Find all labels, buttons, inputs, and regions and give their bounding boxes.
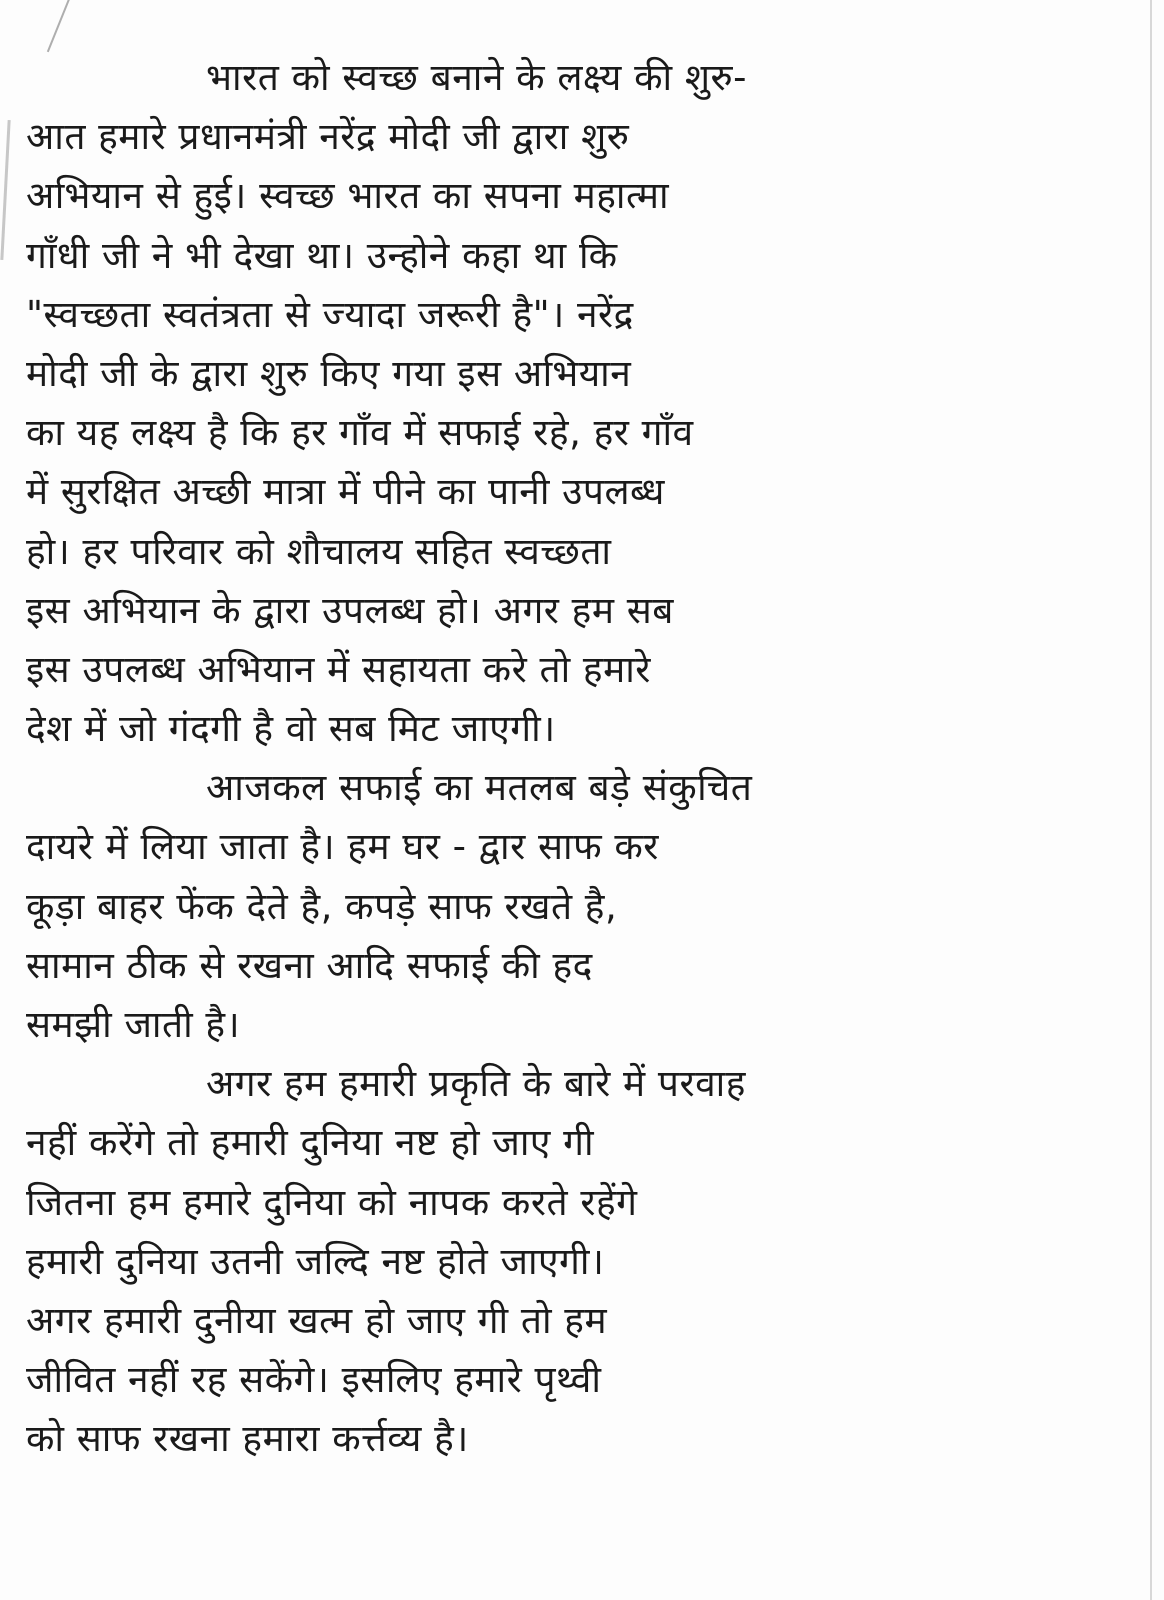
text-line: सामान ठीक से रखना आदि सफाई की हद bbox=[26, 943, 593, 987]
text-line: देश में जो गंदगी है वो सब मिट जाएगी। bbox=[26, 707, 556, 751]
text-line: में सुरक्षित अच्छी मात्रा में पीने का पानी उपलब्ध bbox=[26, 470, 665, 514]
text-line: इस उपलब्ध अभियान में सहायता करे तो हमारे bbox=[26, 647, 651, 691]
text-line: दायरे में लिया जाता है। हम घर - द्वार साफ कर bbox=[26, 825, 659, 869]
text-line: मोदी जी के द्वारा शुरु किए गया इस अभियान bbox=[26, 351, 632, 395]
text-line: इस अभियान के द्वारा उपलब्ध हो। अगर हम सब bbox=[26, 588, 674, 632]
text-line: भारत को स्वच्छ बनाने के लक्ष्य की शुरु- bbox=[206, 56, 748, 99]
text-line: कूड़ा बाहर फेंक देते है, कपड़े साफ रखते है, bbox=[26, 884, 618, 928]
text-line: आत हमारे प्रधानमंत्री नरेंद्र मोदी जी द्वारा शुरु bbox=[26, 115, 630, 159]
text-line: नहीं करेंगे तो हमारी दुनिया नष्ट हो जाए गी bbox=[26, 1121, 595, 1165]
scan-margin-streak bbox=[0, 120, 10, 260]
paragraph-3 bbox=[26, 1054, 1126, 1468]
text-line: अगर हमारी दुनीया खत्म हो जाए गी तो हम bbox=[26, 1298, 608, 1342]
text-line: जीवित नहीं रह सकेंगे। इसलिए हमारे पृथ्वी bbox=[26, 1358, 602, 1402]
text-line: का यह लक्ष्य है कि हर गाँव में सफाई रहे, हर गाँव bbox=[26, 411, 694, 455]
text-line: अभियान से हुई। स्वच्छ भारत का सपना महात्मा bbox=[26, 174, 670, 218]
text-line: गाँधी जी ने भी देखा था। उन्होने कहा था कि bbox=[26, 233, 618, 277]
essay-text bbox=[26, 48, 1126, 1469]
text-line: अगर हम हमारी प्रकृति के बारे में परवाह bbox=[206, 1062, 746, 1106]
text-line: समझी जाती है। bbox=[26, 1003, 241, 1046]
text-line: हमारी दुनिया उतनी जल्दि नष्ट होते जाएगी। bbox=[26, 1239, 605, 1283]
text-line: को साफ रखना हमारा कर्त्तव्य है। bbox=[26, 1417, 469, 1461]
page-right-edge bbox=[1150, 0, 1152, 1600]
text-line: हो। हर परिवार को शौचालय सहित स्वच्छता bbox=[26, 529, 612, 573]
text-line: आजकल सफाई का मतलब बड़े संकुचित bbox=[206, 766, 753, 810]
text-line: जितना हम हमारे दुनिया को नापक करते रहेंगे bbox=[26, 1180, 638, 1224]
paragraph-2 bbox=[26, 758, 1126, 1054]
paragraph-1 bbox=[26, 48, 1126, 758]
text-line: "स्वच्छता स्वतंत्रता से ज्यादा जरूरी है"। नरेंद्र bbox=[26, 292, 634, 336]
corner-pen-stroke bbox=[47, 0, 71, 52]
